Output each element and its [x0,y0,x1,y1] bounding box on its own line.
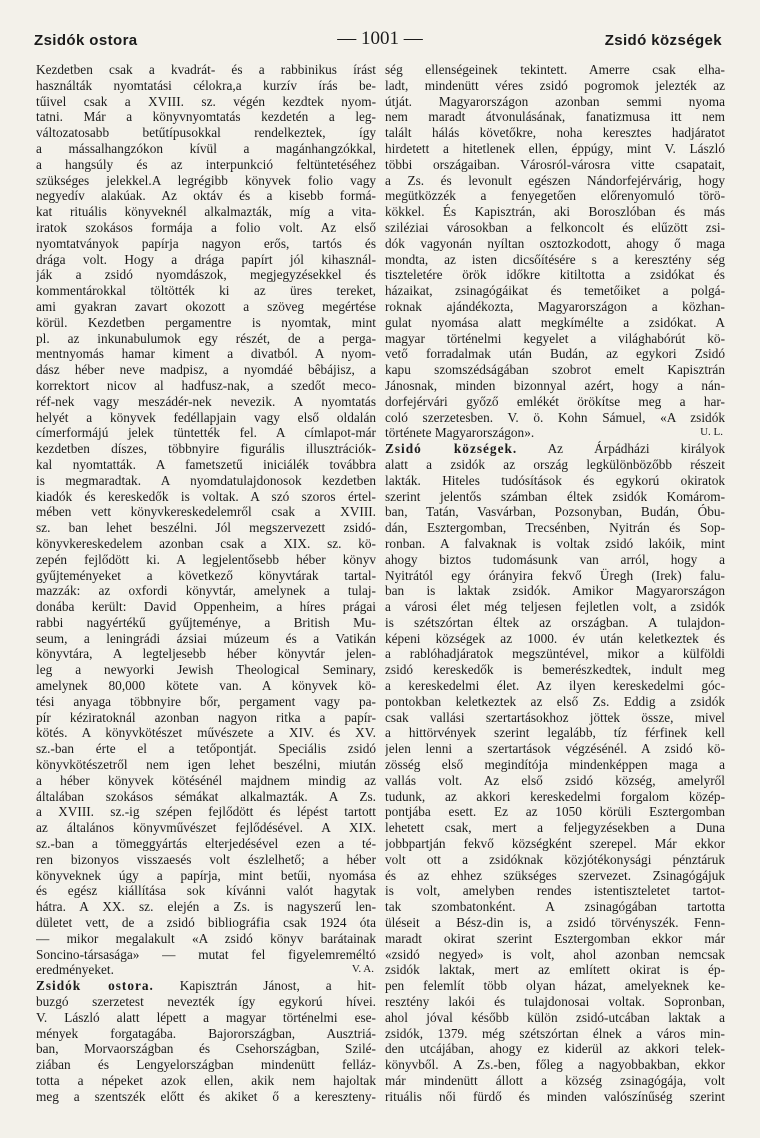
text-line: rabbi nagyértékű gyűjteménye, a British Mu- [36,614,376,630]
text-line: totta a népeket azok ellen, akik nem hajoltak [36,1073,376,1088]
text-line: negyedív alakúak. Az oktáv és a kisebb formá- [36,188,376,204]
text-line: zsidó kereskedők is bemerészkedtek, indult meg [385,662,725,678]
text-line: gyűjteményeket a következő könyvtárak tartal- [36,567,376,583]
text-line: — mikor megalakult «A zsidó könyv barátainak [36,930,376,946]
text-line: is szétszórtan éltek az országban. A tulajdon- [385,614,725,630]
text-line: útját. Magyarországon azonban semmi nyoma [385,93,725,109]
text-line: den utcájában, ahogy ez kiderül az akkori telek- [385,1041,725,1057]
text-line: tési anyaga többnyire bőr, pergament vagy pa- [36,693,376,709]
text-line: iratok szokásos formája a folio volt. Az első [36,219,376,235]
text-line: ahol jóval később külön zsidó-utcában laktak a [385,1009,725,1025]
text-line: a kereskedelmi élet. Az ilyen kereskedelmi góc- [385,678,725,694]
text-line: kat rituális könyveknél alkalmazták, míg a vita- [36,204,376,220]
text-line: zsidók, 1379. még szétszórtan élnek a város min- [385,1025,725,1041]
text-line: pír kéziratoknál azonban nagyon ritka a papír- [36,709,376,725]
text-line: vető forradalmak után Budán, az egykori Zsidó [385,346,725,362]
text-line: dületet vett, de a zsidó bibliográfia csak 1924 óta [36,915,376,931]
text-line: sz. ban lehet beszélni. Jól megszervezett zsidó- [36,520,376,536]
text-line: üléseit a Bész-din is, a zsidó törvényszék. Fenn- [385,915,725,931]
text-line: a hangsúly és az interpunkció feltüntetéséhez [36,156,376,172]
text-line: buzgó szerzetest nevezték így egykorú hívei. [36,994,376,1010]
text-line: pl. az inkunabulumok egy részét, de a perga- [36,330,376,346]
text-line: ban, Morvaországban és Csehországban, Szilé- [36,1041,376,1057]
text-line: rituális női fürdő és minden valószínűség szerint [385,1088,725,1104]
text-line: tatni. Már a könyvnyomtatás kezdetén a leg- [36,109,376,125]
text-line: változatosabb betűtípusokkal rendelkeztek, így [36,125,376,141]
text-line: Zsidó községek. Az Árpádházi királyok [385,441,725,457]
text-line: kezdetben díszes, többnyire figurális illusztrációk- [36,441,376,457]
text-line: lehetett csak, mert a feljegyzésekben a Duna [385,820,725,836]
text-line: kommentárokkal töltötték ki az üres tereket, [36,283,376,299]
text-line: az általános könyvművészet fejlődésével. A XIX. [36,820,376,836]
text-line: Kezdetben csak a kvadrát- és a rabbinikus írást [36,62,376,77]
text-line: kökkel. És Kapisztrán, aki Boroszlóban és más [385,204,725,220]
text-line: nyomtatványok papírja nagyon erős, tartós és [36,235,376,251]
text-line: ren bizonyos visszaesés volt észlelhető; a héber [36,851,376,867]
text-line: helyét a könyvek fedéllapjain vagy első oldalán [36,409,376,425]
text-line: kal nyomtatták. A fametszetű iniciálék továbbra [36,456,376,472]
text-line: hirdetett a hitetlenek ellen, éppúgy, mint V. László [385,140,725,156]
text-line: dók vagyonán nyíltan osztozkodott, ahogy ő maga [385,235,725,251]
text-line: könyveknek úgy a papírja, mint betűi, nyomása [36,867,376,883]
text-line: V. László alatt lépett a magyar történelmi ese- [36,1009,376,1025]
text-line: a Zs. és levonult egészen Nándorfejérvárig, hogy [385,172,725,188]
text-line: mazzák: az oxfordi könyvtár, amelynek a tulaj- [36,583,376,599]
entry-keyword: Zsidó községek. [385,441,518,457]
text-line: ban is laktak zsidók. Amikor Magyarországon [385,583,725,599]
text-line: mentnyomás hamar kiment a divatból. A nyom- [36,346,376,362]
left-text-column [36,62,376,1105]
text-line: Jánosnak, minden bizonnyal azért, hogy a nán- [385,377,725,393]
text-line: seum, a leningrádi ázsiai múzeum és a Vatikán [36,630,376,646]
text-line: pontjába esett. Ez az 1050 körüli Esztergomban [385,804,725,820]
text-line: könyvtára, A legteljesebb héber könyvtár jelen- [36,646,376,662]
text-line: a városi élet még teljesen fejletlen volt, a zsidók [385,599,725,615]
text-line: használták nyomtatási célokra,a kurzív írás be- [36,77,376,93]
text-line: könyvből. A Zs.-ben, főleg a nagyobbakban, ekkor [385,1057,725,1073]
text-line: donába került: David Oppenheim, a híres prágai [36,599,376,615]
header-right-keyword: Zsidó községek [604,32,722,49]
text-line: a rablóhadjáratok megszüntével, mikor a külföldi [385,646,725,662]
text-line: zösség első megindítója mindenképpen maga a [385,757,725,773]
text-line: tűivel csak a XVIII. sz. végén kezdtek nyom- [36,93,376,109]
text-line: és az ehhez szükséges szervezet. Zsinagógájuk [385,867,725,883]
text-line: maradt okirat szerint Esztergomban ekkor már [385,930,725,946]
text-line: gulat nyomása alatt megkímélte a zsidókat. A [385,314,725,330]
text-line: ladt, mindenütt véres zsidó pogromok jelezték az [385,77,725,93]
text-line: ziában és Lengyelországban mindenütt felláz- [36,1057,376,1073]
text-line: mében vett könyvkereskedelemről csak a XVIII. [36,504,376,520]
text-line: vallás volt. Az első zsidó község, amelyről [385,772,725,788]
text-line: «zsidó negyed» is volt, ahol azonban nemcsak [385,946,725,962]
text-line: pontokban keletkeztek az első Zs. Eddig a zsidók [385,693,725,709]
text-line: eredményeket. V. A. [36,962,374,978]
text-line: sziléziai városokban a felkoncolt és elűzött zsi- [385,219,725,235]
text-line: korrektort nicov al hadfusz-nak, a szedőt meco- [36,377,376,393]
text-line: és egész kiállítása sok kívánni valót hagytak [36,883,376,899]
text-line: története Magyarországon». U. L. [385,425,723,441]
author-signature: V. A. [351,963,374,976]
text-line: coló szerzetesben. V. ö. Kohn Sámuel, «A zsidók [385,409,725,425]
text-line: Zsidók ostora. Kapisztrán Jánost, a hit- [36,978,376,994]
text-line: ják a zsidó nyomdászok, megjegyzésekkel és [36,267,376,283]
text-line: mények forgatagába. Bajorországban, Ausztriá- [36,1025,376,1041]
text-line: körül. Kezdetben pergamentre is nyomtak, mint [36,314,376,330]
running-header [30,28,730,50]
text-line: csak vallási szertartásokhoz jöttek össze, mivel [385,709,725,725]
text-line: sz.-ban a tömeggyártás elterjedésével ezen a té- [36,836,376,852]
text-line: zsidók laktak, mert az említett okirat is ép- [385,962,725,978]
text-line: már mindenütt állott a község zsinagógája, volt [385,1073,725,1088]
text-line: lakták. Hiteles tudósítások és egykorú okiratok [385,472,725,488]
page-number: — 1001 — [337,28,423,49]
text-line: tak szombatonként. A zsinagógában tartotta [385,899,725,915]
text-line: roknak ajándékozta, Magyarországon a közhan- [385,298,725,314]
text-line: ami gyakran zavart okozott a szöveg megértése [36,298,376,314]
text-line: a XVIII. sz.-ig szépen fejlődött és lépést tartott [36,804,376,820]
text-line: is megmaradtak. A nyomdatulajdonosok kezdetben [36,472,376,488]
right-text-column [385,62,725,1105]
entry-keyword: Zsidók ostora. [36,978,154,994]
text-line: dorfejérvári győző emlékét örökítse meg a har- [385,393,725,409]
text-line: mondta, az isten dicsőítésére s a keresztény ség [385,251,725,267]
text-line: tiszteletére örök időkre kitiltotta a zsidókat és [385,267,725,283]
text-line: jelen lenni a szertartások végzésénél. A zsidó kö- [385,741,725,757]
author-signature: U. L. [700,426,723,439]
text-line: hátra. A XX. sz. elején a Zs. is nagyszerű len- [36,899,376,915]
text-line: általában szokásos sémákat alkalmazták. A Zs. [36,788,376,804]
text-line: nem maradt átvonulásának, fanatizmusa itt nem [385,109,725,125]
text-line: a hittörvények szerint legalább, tíz férfinek kell [385,725,725,741]
text-line: kiadók és kereskedők is voltak. A szó szoros értel- [36,488,376,504]
text-line: a mássalhangzókon kívül a magánhangzókkal, [36,140,376,156]
text-line: címerformájú jelek tüntették fel. A címlapot-már [36,425,376,441]
text-line: sz.-ban érte el a tetőpontját. Speciális zsidó [36,741,376,757]
text-line: volt ott a zsidóknak közjótékonysági pénztáruk [385,851,725,867]
text-line: házaikat, zsinagógáikat és temetőiket a polgá- [385,283,725,299]
text-line: szerint jelentős számban éltek zsidók Komárom- [385,488,725,504]
header-left-keyword: Zsidók ostora [34,32,138,49]
text-line: talált hálás követőkre, noha keresztes hadjáratot [385,125,725,141]
text-line: ahogy biztos tudomásunk van arról, hogy a [385,551,725,567]
text-line: dász héber neve madpisz, a nyomdáé bêbájisz, a [36,362,376,378]
text-line: resztény lakói és tulajdonosai voltak. Sopronban, [385,994,725,1010]
text-line: magyar történelmi kegyelet a világhabórút kö- [385,330,725,346]
text-line: könyvkereskedelem azonban csak a XIX. sz. kö- [36,535,376,551]
text-line: meg a szentszék előtt és akiket ő a kereszteny- [36,1088,376,1104]
text-line: réf-nek vagy meszádér-nek nevezik. A nyomtatás [36,393,376,409]
text-line: szükséges jelekkel.A legrégibb könyvek folio vagy [36,172,376,188]
text-line: kapu szomszédságában szobrot emelt Kapisztrán [385,362,725,378]
text-line: többi országaiban. Városról-városra vitte csapatait, [385,156,725,172]
text-line: ronban. A falvaknak is voltak zsidó lakóik, mint [385,535,725,551]
text-line: drága volt. Hogy a drága papírt jól kihasznál- [36,251,376,267]
text-line: könyvkötészetről nem igen lehet beszélni, miután [36,757,376,773]
text-line: amelynek 80,000 kötete van. A könyvek kö- [36,678,376,694]
text-line: jobbpartján fekvő községként szerepel. Már ekkor [385,836,725,852]
text-line: Soncino-társasága» — mutat fel figyelemreméltó [36,946,376,962]
text-line: dán, Esztergomban, Trecsénben, Nyitrán és Sop- [385,520,725,536]
text-line: ség ellenségeinek tekintett. Amerre csak elha- [385,62,725,77]
text-line: képeni községek az 1000. év után keletkeztek és [385,630,725,646]
text-line: pen felemlít több olyan házat, amelyeknek ke- [385,978,725,994]
text-line: Nyitrától egy órányira fekvő Üregh (Irek) falu- [385,567,725,583]
text-line: leg a newyorki Jewish Theological Seminary, [36,662,376,678]
text-line: is volt, amelyben rendes istentiszteletet tartot- [385,883,725,899]
text-line: a héber könyvek kötésénél majdnem mindig az [36,772,376,788]
text-line: zepén fejlődött ki. A legjelentősebb héber könyv [36,551,376,567]
text-line: kötés. A könyvkötészet művészete a XIV. és XV. [36,725,376,741]
text-line: alatt a zsidók az ország legkülönbözőbb részeit [385,456,725,472]
text-line: megütközzék a fenyegetően előrenyomuló törö- [385,188,725,204]
text-line: tudunk, az akkori kereskedelmi forgalom közép- [385,788,725,804]
text-line: ban, Tatán, Vasvárban, Pozsonyban, Budán, Óbu- [385,504,725,520]
